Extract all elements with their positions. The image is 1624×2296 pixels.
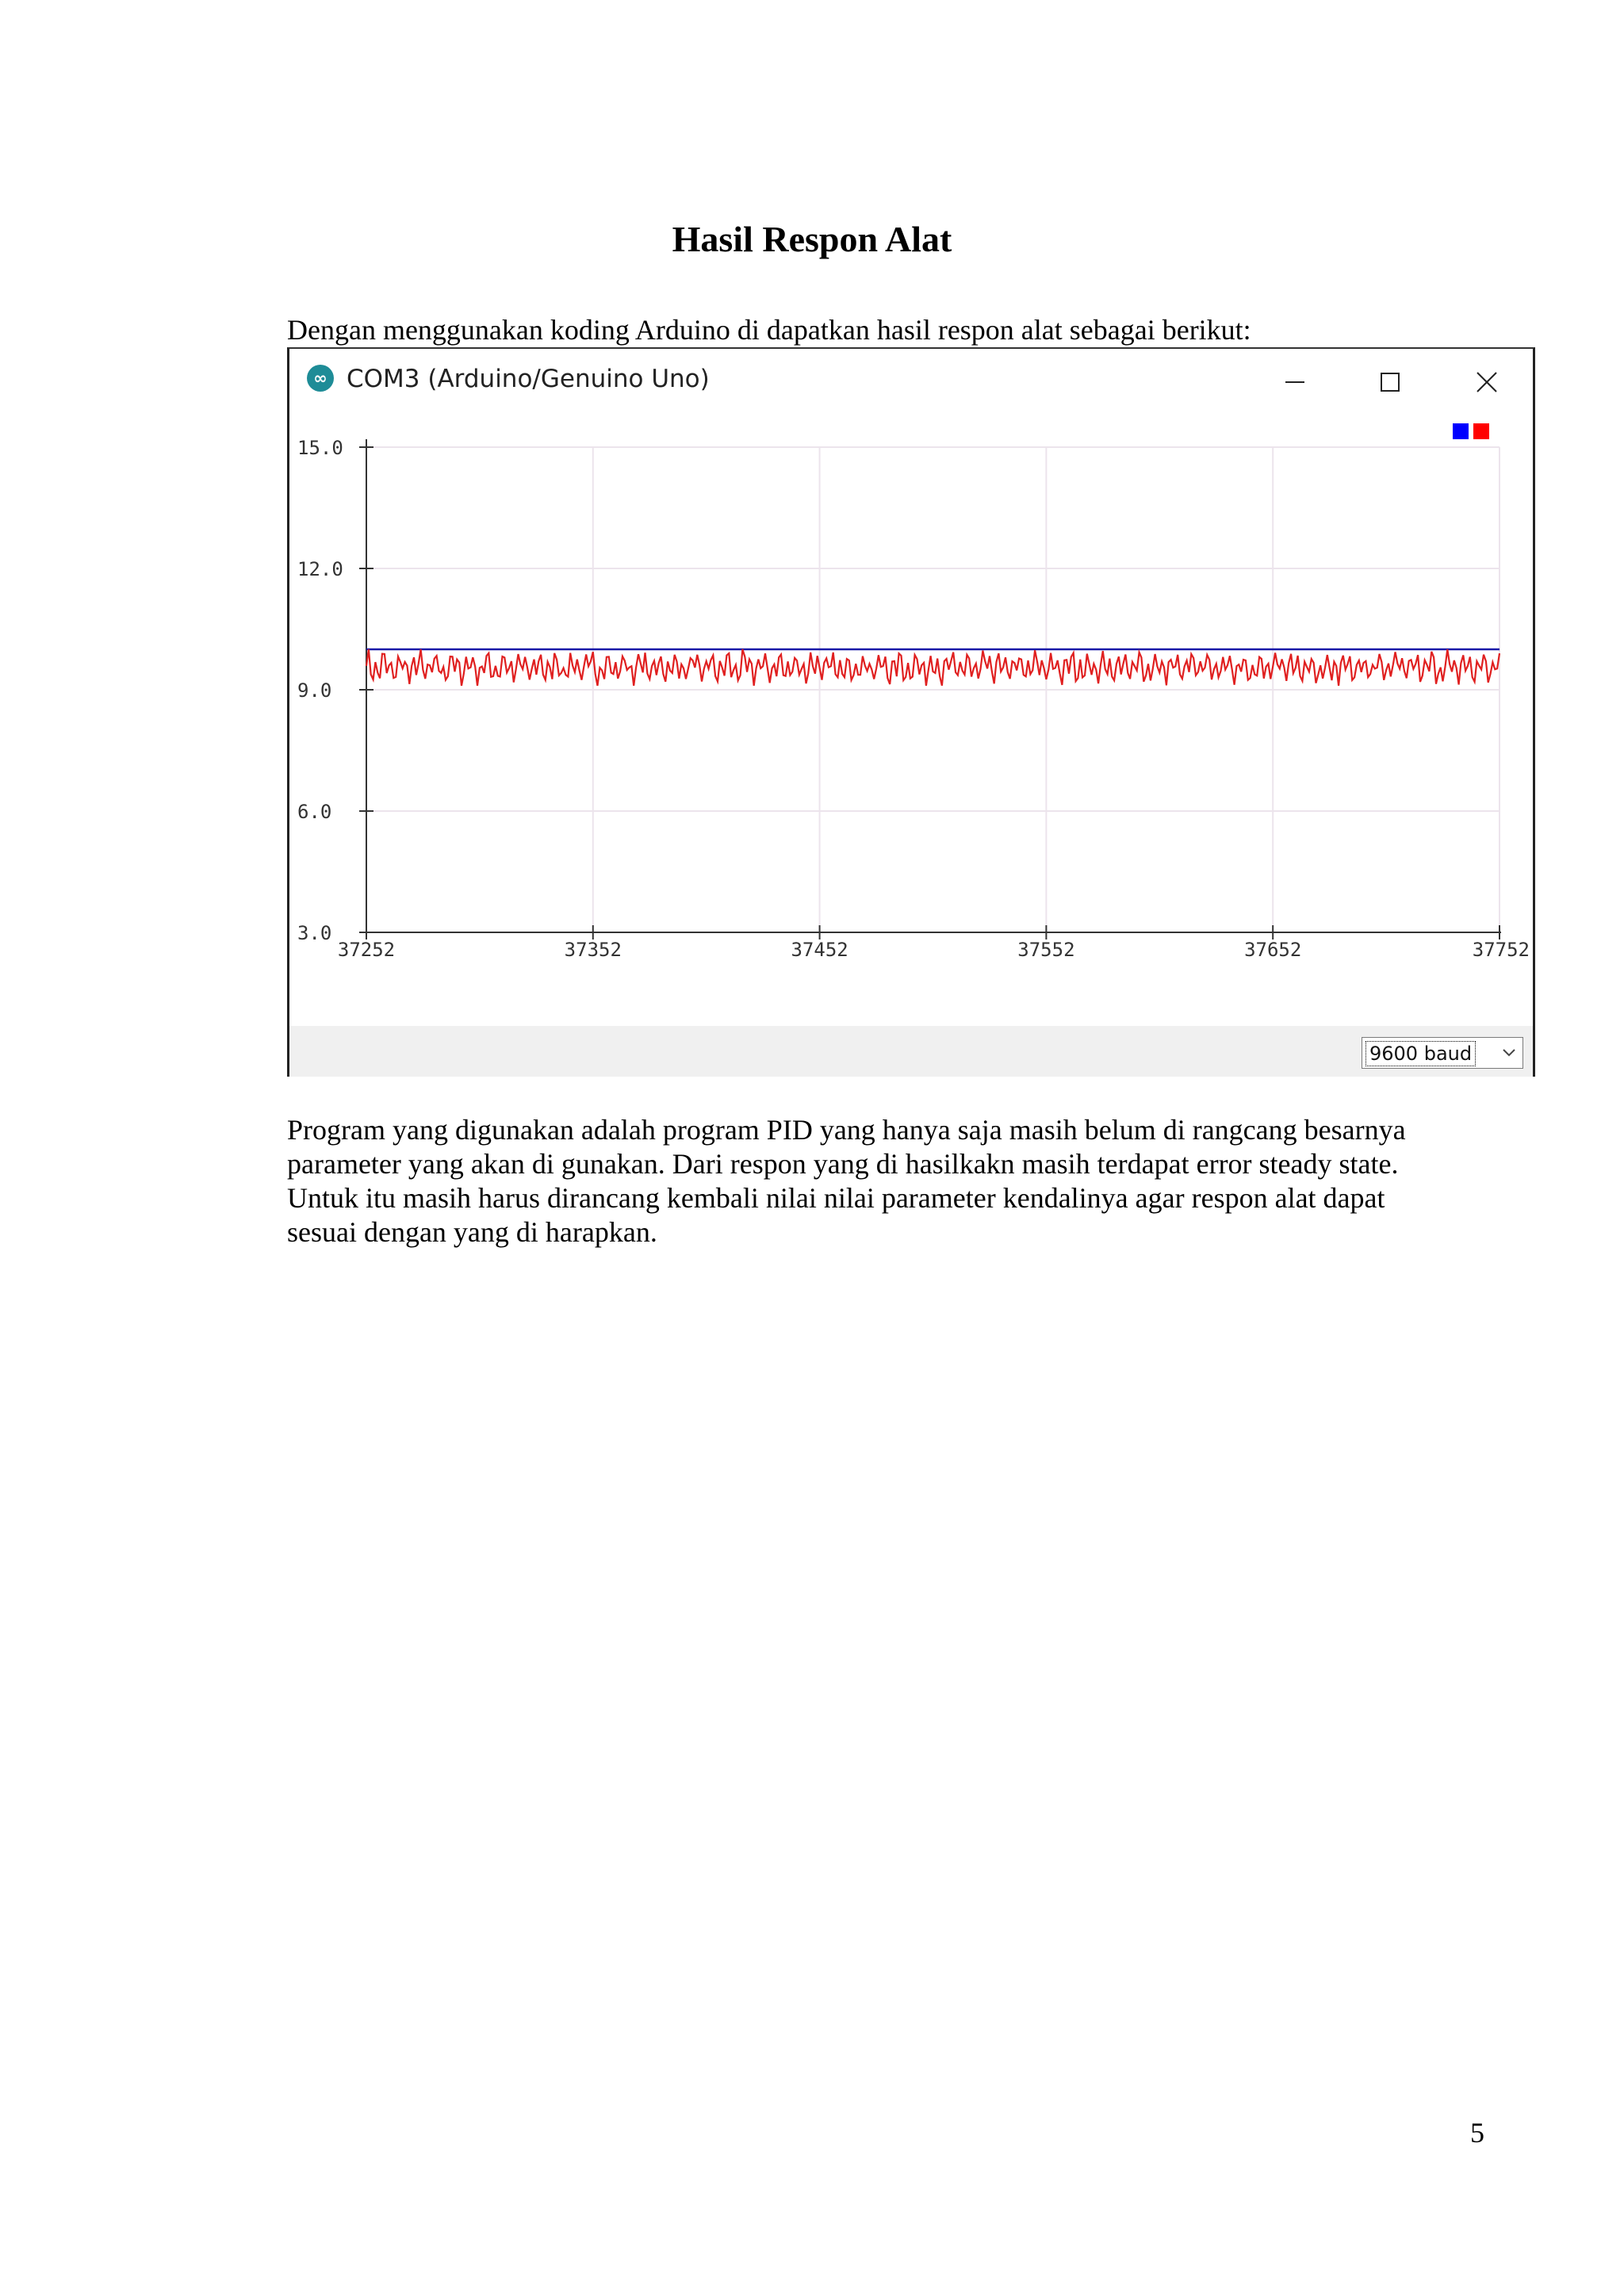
y-tick-label: 3.0 [297, 922, 332, 944]
x-tick-label: 37752 [1472, 939, 1530, 961]
arduino-infinity-icon: ∞ [307, 365, 334, 392]
paragraph-line: Untuk itu masih harus dirancang kembali nilai nilai parameter kendalinya agar respon alat dapat [287, 1182, 1385, 1214]
page-title: Hasil Respon Alat [672, 219, 952, 259]
intro-text: Dengan menggunakan koding Arduino di dapatkan hasil respon alat sebagai berikut: [287, 314, 1251, 346]
chevron-down-icon [1502, 1047, 1516, 1058]
x-tick-label: 37552 [1017, 939, 1075, 961]
close-icon [1474, 369, 1500, 395]
series-line [366, 649, 1500, 686]
maximize-icon [1377, 369, 1403, 395]
baud-rate-value: 9600 baud [1365, 1041, 1476, 1066]
y-tick-label: 9.0 [297, 679, 332, 702]
paragraph-line: sesuai dengan yang di harapkan. [287, 1216, 657, 1248]
window-titlebar [289, 349, 1533, 415]
y-tick-label: 12.0 [297, 558, 343, 580]
page-number: 5 [1470, 2117, 1484, 2149]
paragraph-line: Program yang digunakan adalah program PID yang hanya saja masih belum di rangcang besarnya [287, 1114, 1406, 1146]
x-tick-label: 37452 [791, 939, 848, 961]
close-button[interactable] [1439, 349, 1534, 415]
body-paragraph [287, 1113, 1524, 1249]
window-title: COM3 (Arduino/Genuino Uno) [347, 365, 710, 393]
x-tick-label: 37352 [564, 939, 622, 961]
legend-swatch [1453, 423, 1469, 439]
plotter-bottom-bar [289, 1026, 1533, 1077]
x-tick-label: 37252 [337, 939, 396, 961]
y-tick-label: 15.0 [297, 437, 343, 459]
y-tick-label: 6.0 [297, 801, 332, 823]
baud-rate-select[interactable] [1362, 1037, 1523, 1069]
legend-swatch [1473, 423, 1489, 439]
minimize-button[interactable] [1247, 349, 1342, 415]
paragraph-line: parameter yang akan di gunakan. Dari respon yang di hasilkakn masih terdapat error steady state. [287, 1148, 1399, 1180]
minimize-icon [1282, 369, 1308, 395]
maximize-button[interactable] [1342, 349, 1438, 415]
x-tick-label: 37652 [1244, 939, 1302, 961]
serial-plot-chart [289, 415, 1533, 1026]
serial-plotter-window [287, 347, 1535, 1077]
